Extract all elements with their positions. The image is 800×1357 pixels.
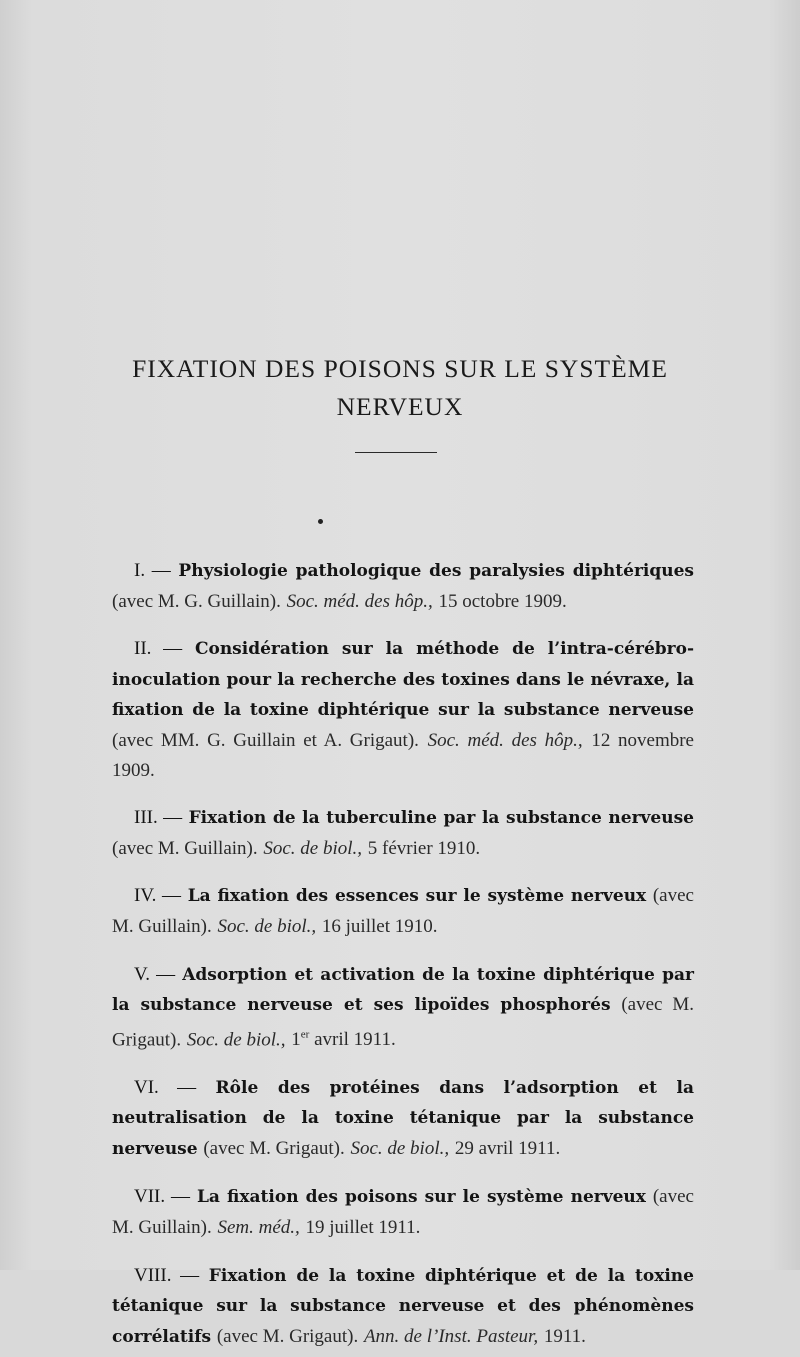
entry-authors: (avec M. Grigaut). xyxy=(112,994,694,1051)
entry-authors: (avec M. G. Guillain). xyxy=(112,590,281,612)
entry-authors: (avec M. Guillain). xyxy=(112,1186,694,1239)
title-line-1: FIXATION DES POISONS SUR LE SYSTÈME xyxy=(132,354,668,383)
bibliography-list xyxy=(112,538,694,1357)
entry-number: VI. — xyxy=(134,1076,197,1098)
bibliography-entry-2 xyxy=(112,634,694,785)
entry-date: 16 juillet 1910. xyxy=(321,915,438,937)
bibliography-entry-8 xyxy=(112,1261,694,1353)
bibliography-entry-4 xyxy=(112,881,694,941)
entry-source: Soc. méd. des hôp., xyxy=(427,729,583,751)
entry-number: III. — xyxy=(134,807,183,829)
entry-authors: (avec MM. G. Guillain et A. Grigaut). xyxy=(112,729,419,751)
title-divider xyxy=(355,452,437,453)
bibliography-entry-6 xyxy=(112,1073,694,1165)
entry-title: Fixation de la toxine diphtérique et de la toxine tétanique sur la substance nerveuse et des phénomènes corrélatifs xyxy=(112,1265,694,1347)
entry-authors: (avec M. Grigaut). xyxy=(203,1137,345,1159)
entry-title: Fixation de la tuberculine par la substance nerveuse xyxy=(188,808,694,829)
entry-number: V. — xyxy=(134,963,176,985)
entry-title: Considération sur la méthode de l’intra-cérébro-inoculation pour la recherche des toxines dans le névraxe, la fixation de la toxine diphtérique sur la substance nerveuse xyxy=(112,639,695,721)
ink-dot xyxy=(318,519,323,524)
entry-source: Ann. de l’Inst. Pasteur, xyxy=(363,1325,539,1347)
entry-date-day: 1 xyxy=(291,1029,301,1051)
entry-number: VIII. — xyxy=(134,1264,200,1286)
entry-title: La fixation des essences sur le système nerveux xyxy=(187,886,647,907)
entry-title: Adsorption et activation de la toxine diphtérique par la substance nerveuse et ses lipoïdes phosphorés xyxy=(112,964,694,1016)
entry-number: II. — xyxy=(134,638,183,660)
entry-date xyxy=(291,1029,395,1050)
entry-date-rest: avril 1911. xyxy=(309,1029,396,1051)
entry-source: Soc. de biol., xyxy=(217,915,317,937)
page-title xyxy=(0,350,800,426)
entry-date: 15 octobre 1909. xyxy=(438,590,567,612)
entry-date: 12 novembre 1909. xyxy=(112,729,694,781)
entry-authors: (avec M. Guillain). xyxy=(112,885,694,937)
entry-source: Soc. de biol., xyxy=(186,1029,286,1051)
entry-date: 5 février 1910. xyxy=(367,837,481,859)
entry-date: 29 avril 1911. xyxy=(454,1137,561,1159)
bibliography-entry-3 xyxy=(112,803,694,863)
entry-number: I. — xyxy=(134,560,171,581)
entry-title: La fixation des poisons sur le système nerveux xyxy=(196,1187,646,1208)
entry-number: VII. — xyxy=(134,1186,191,1208)
bibliography-entry-7 xyxy=(112,1182,694,1242)
entry-source: Soc. méd. des hôp., xyxy=(286,590,433,612)
bibliography-entry-5 xyxy=(112,960,694,1055)
entry-title: Rôle des protéines dans l’adsorption et la neutralisation de la toxine tétanique par la substance nerveuse xyxy=(112,1077,694,1159)
bibliography-entry-1 xyxy=(112,556,694,616)
entry-source: Soc. de biol., xyxy=(263,837,363,859)
entry-title: Physiologie pathologique des paralysies diphtériques xyxy=(178,561,695,581)
entry-number: IV. — xyxy=(134,885,182,907)
entry-date: 19 juillet 1911. xyxy=(305,1217,421,1239)
entry-authors: (avec M. Grigaut). xyxy=(216,1325,359,1347)
title-line-2: NERVEUX xyxy=(336,392,464,421)
entry-source: Soc. de biol., xyxy=(350,1137,450,1159)
entry-source: Sem. méd., xyxy=(217,1217,300,1239)
entry-date: 1911. xyxy=(543,1325,586,1347)
entry-date-ordinal: er xyxy=(300,1028,310,1041)
entry-authors: (avec M. Guillain). xyxy=(112,837,258,859)
